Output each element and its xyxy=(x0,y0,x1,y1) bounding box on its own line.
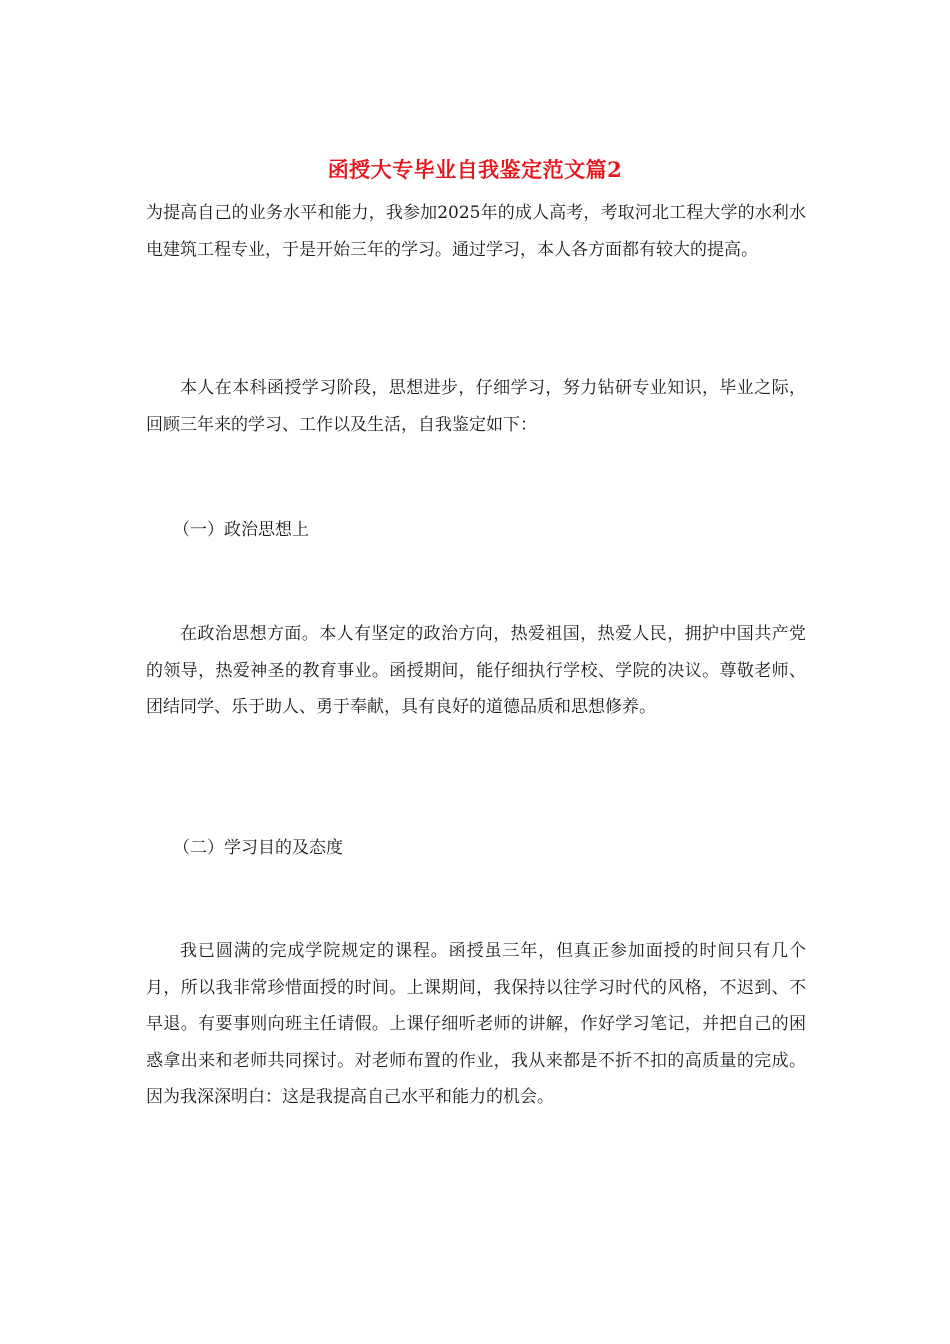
summary-paragraph: 本人在本科函授学习阶段，思想进步，仔细学习，努力钻研专业知识，毕业之际，回顾三年来的学习、工作以及生活，自我鉴定如下： xyxy=(146,378,806,435)
section2-heading: （二）学习目的及态度 xyxy=(173,838,343,858)
section1-paragraph: 在政治思想方面。本人有坚定的政治方向，热爱祖国，热爱人民，拥护中国共产党的领导，热爱神圣的教育事业。函授期间，能仔细执行学校、学院的决议。尊敬老师、团结同学、乐于助人、勇于奉献，具有良好的道德品质和思想修养。 xyxy=(146,624,806,717)
section2-paragraph: 我已圆满的完成学院规定的课程。函授虽三年，但真正参加面授的时间只有几个月，所以我非常珍惜面授的时间。上课期间，我保持以往学习时代的风格，不迟到、不早退。有要事则向班主任请假。上课仔细听老师的讲解，作好学习笔记，并把自己的困惑拿出来和老师共同探讨。对老师布置的作业，我从来都是不折不扣的高质量的完成。因为我深深明白：这是我提高自己水平和能力的机会。 xyxy=(146,941,806,1107)
document-title: 函授大专毕业自我鉴定范文篇2 xyxy=(327,157,623,182)
section1-heading: （一）政治思想上 xyxy=(173,520,309,540)
intro-paragraph: 为提高自己的业务水平和能力，我参加2025年的成人高考，考取河北工程大学的水利水电建筑工程专业，于是开始三年的学习。通过学习，本人各方面都有较大的提高。 xyxy=(146,203,806,260)
